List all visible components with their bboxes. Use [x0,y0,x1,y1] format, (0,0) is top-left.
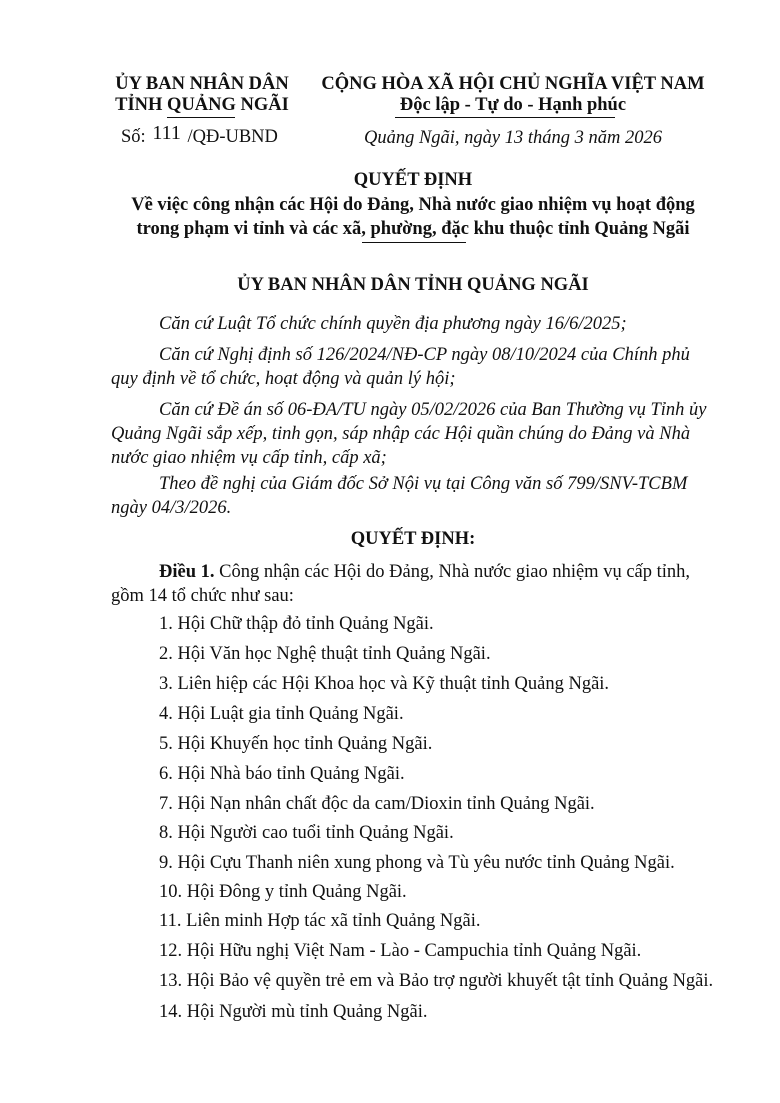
number-value: 111 [152,122,181,144]
list-item: 4. Hội Luật gia tỉnh Quảng Ngãi. [159,704,404,724]
list-item: 11. Liên minh Hợp tác xã tỉnh Quảng Ngãi. [159,911,481,931]
document-number [121,122,278,148]
article-1-label: Điều 1. [159,562,215,582]
list-item: 5. Hội Khuyến học tỉnh Quảng Ngãi. [159,734,433,754]
number-suffix: /QĐ-UBND [187,127,278,147]
list-item: 10. Hội Đông y tỉnh Quảng Ngãi. [159,882,407,902]
document-subject-line2: trong phạm vi tỉnh và các xã, phường, đặc khu thuộc tỉnh Quảng Ngãi [136,219,690,239]
ground-1: Căn cứ Luật Tổ chức chính quyền địa phương ngày 16/6/2025; [159,314,627,334]
article-1-text: Công nhận các Hội do Đảng, Nhà nước giao nhiệm vụ cấp tỉnh, gồm 14 tổ chức như sau: [111,562,691,606]
agency-name-line2: TỈNH QUẢNG NGÃI [115,95,289,115]
agency-underline [167,117,235,118]
list-item: 1. Hội Chữ thập đỏ tỉnh Quảng Ngãi. [159,614,434,634]
list-item: 9. Hội Cựu Thanh niên xung phong và Tù yêu nước tỉnh Quảng Ngãi. [159,853,675,873]
place-date: Quảng Ngãi, ngày 13 tháng 3 năm 2026 [363,128,663,148]
ground-4: Theo đề nghị của Giám đốc Sở Nội vụ tại Công văn số 799/SNV-TCBM ngày 04/3/2026. [111,474,688,518]
list-item: 8. Hội Người cao tuổi tỉnh Quảng Ngãi. [159,823,454,843]
list-item: 12. Hội Hữu nghị Việt Nam - Lào - Campuchia tỉnh Quảng Ngãi. [159,941,642,961]
list-item: 6. Hội Nhà báo tỉnh Quảng Ngãi. [159,764,405,784]
ground-3: Căn cứ Đề án số 06-ĐA/TU ngày 05/02/2026 của Ban Thường vụ Tỉnh ủy Quảng Ngãi sắp xếp, tinh gọn, sáp nhập các Hội quần chúng do Đảng và Nhà nước giao nhiệm vụ cấp tỉnh, cấp xã; [111,400,707,468]
national-motto: Độc lập - Tự do - Hạnh phúc [399,95,627,115]
motto-underline [395,117,615,118]
issuing-authority: ỦY BAN NHÂN DÂN TỈNH QUẢNG NGÃI [237,275,589,295]
list-item: 14. Hội Người mù tỉnh Quảng Ngãi. [159,1002,428,1022]
decision-heading: QUYẾT ĐỊNH: [350,529,476,549]
list-item: 3. Liên hiệp các Hội Khoa học và Kỹ thuật tỉnh Quảng Ngãi. [159,674,610,694]
number-prefix: Số: [121,127,146,147]
list-item: 13. Hội Bảo vệ quyền trẻ em và Bảo trợ người khuyết tật tỉnh Quảng Ngãi. [159,971,714,991]
list-item: 2. Hội Văn học Nghệ thuật tỉnh Quảng Ngãi. [159,644,491,664]
agency-name-line1: ỦY BAN NHÂN DÂN [115,74,289,94]
ground-2: Căn cứ Nghị định số 126/2024/NĐ-CP ngày 08/10/2024 của Chính phủ quy định về tổ chức, hoạt động và quản lý hội; [111,345,690,389]
article-1 [111,560,711,608]
document-title: QUYẾT ĐỊNH [353,170,473,190]
subject-underline [362,242,466,243]
national-title: CỘNG HÒA XÃ HỘI CHỦ NGHĨA VIỆT NAM [321,74,705,94]
document-subject-line1: Về việc công nhận các Hội do Đảng, Nhà nước giao nhiệm vụ hoạt động [131,195,695,215]
list-item: 7. Hội Nạn nhân chất độc da cam/Dioxin tỉnh Quảng Ngãi. [159,794,595,814]
